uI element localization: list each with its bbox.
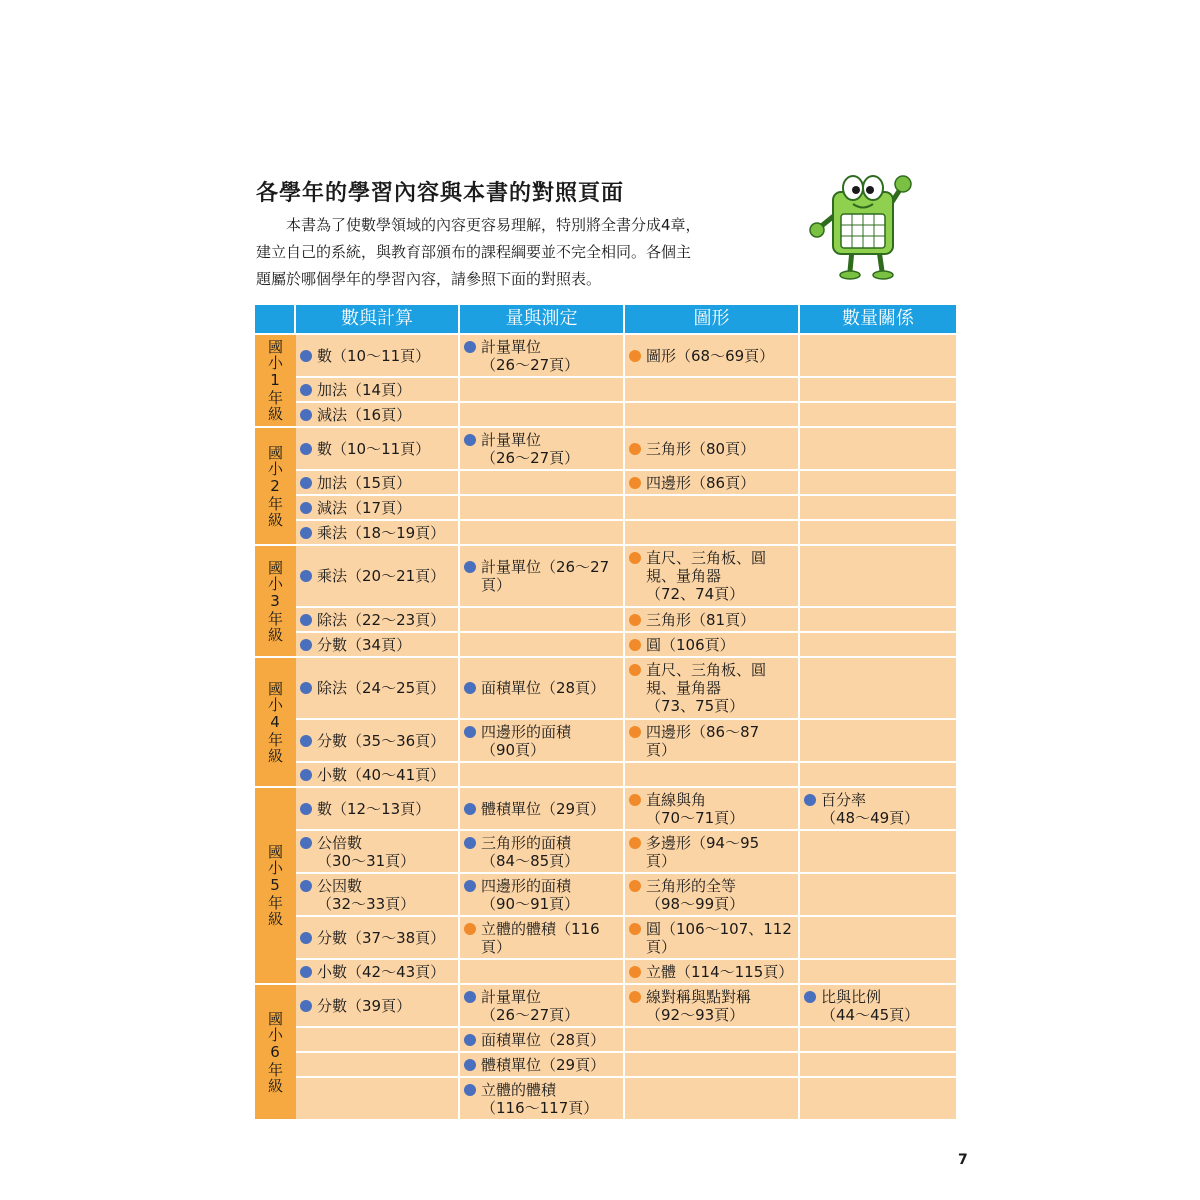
table-cell: 分數（39頁） [296,983,460,1026]
blue-bullet-icon [804,991,816,1003]
blue-bullet-icon [464,561,476,573]
table-cell: 三角形的全等 （98～99頁） [625,872,800,915]
table-cell: 四邊形的面積 （90～91頁） [460,872,625,915]
table-cell: 計量單位 （26～27頁） [460,983,625,1026]
table-cell [800,1026,956,1051]
orange-bullet-icon [629,443,641,455]
table-cell [800,872,956,915]
table-cell: 直線與角 （70～71頁） [625,786,800,829]
blue-bullet-icon [300,966,312,978]
table-cell: 公因數 （32～33頁） [296,872,460,915]
table-cell: 除法（22～23頁） [296,606,460,631]
column-header: 數與計算 [296,305,460,333]
table-cell: 計量單位（26～27 頁） [460,544,625,606]
intro-line: 本書為了使數學領域的內容更容易理解，特別將全書分成4章， [286,216,701,234]
table-cell [625,1026,800,1051]
table-cell [460,606,625,631]
blue-bullet-icon [464,1059,476,1071]
column-header: 圖形 [625,305,800,333]
table-cell [296,1026,460,1051]
correspondence-table [255,305,956,1134]
table-cell [800,401,956,426]
header-corner [255,305,296,333]
blue-bullet-icon [300,409,312,421]
grade-label: 國小3年級 [255,544,296,656]
orange-bullet-icon [464,923,476,935]
table-cell: 面積單位（28頁） [460,656,625,718]
table-cell [800,519,956,544]
table-cell [625,1051,800,1076]
table-cell [625,1076,800,1119]
table-cell [800,718,956,761]
table-cell [460,631,625,656]
table-cell [800,829,956,872]
table-cell: 除法（24～25頁） [296,656,460,718]
table-cell: 立體的體積 （116～117頁） [460,1076,625,1119]
table-cell [800,494,956,519]
table-cell: 分數（34頁） [296,631,460,656]
blue-bullet-icon [464,837,476,849]
orange-bullet-icon [629,477,641,489]
table-cell [296,1076,460,1119]
grade-label: 國小5年級 [255,786,296,983]
blue-bullet-icon [300,570,312,582]
table-cell: 直尺、三角板、圓 規、量角器 （73、75頁） [625,656,800,718]
table-cell: 百分率 （48～49頁） [800,786,956,829]
table-cell [296,1051,460,1076]
blue-bullet-icon [300,803,312,815]
blue-bullet-icon [300,384,312,396]
table-cell: 數（12～13頁） [296,786,460,829]
orange-bullet-icon [629,923,641,935]
blue-bullet-icon [300,932,312,944]
intro-line: 題屬於哪個學年的學習內容，請參照下面的對照表。 [256,270,602,288]
table-cell [460,376,625,401]
blue-bullet-icon [300,769,312,781]
table-cell: 立體的體積（116 頁） [460,915,625,958]
table-cell [800,333,956,376]
blue-bullet-icon [300,527,312,539]
table-cell [800,656,956,718]
table-cell [800,544,956,606]
calculator-mascot-icon [805,170,915,280]
table-cell: 小數（42～43頁） [296,958,460,983]
blue-bullet-icon [464,726,476,738]
blue-bullet-icon [464,1034,476,1046]
grade-label: 國小2年級 [255,426,296,544]
table-cell [800,1051,956,1076]
blue-bullet-icon [464,803,476,815]
blue-bullet-icon [300,639,312,651]
intro-paragraph [256,212,776,293]
table-cell: 圓（106頁） [625,631,800,656]
table-cell: 分數（35～36頁） [296,718,460,761]
blue-bullet-icon [464,991,476,1003]
blue-bullet-icon [804,794,816,806]
table-cell: 多邊形（94～95 頁） [625,829,800,872]
table-cell: 圓（106～107、112 頁） [625,915,800,958]
blue-bullet-icon [300,1000,312,1012]
orange-bullet-icon [629,639,641,651]
blue-bullet-icon [464,341,476,353]
page-number: 7 [958,1152,968,1168]
blue-bullet-icon [464,434,476,446]
table-cell: 計量單位 （26～27頁） [460,426,625,469]
table-cell: 體積單位（29頁） [460,1051,625,1076]
table-cell [800,376,956,401]
table-cell: 直尺、三角板、圓 規、量角器 （72、74頁） [625,544,800,606]
blue-bullet-icon [300,880,312,892]
table-cell: 圖形（68～69頁） [625,333,800,376]
table-cell: 立體（114～115頁） [625,958,800,983]
column-header: 數量關係 [800,305,956,333]
orange-bullet-icon [629,837,641,849]
blue-bullet-icon [464,880,476,892]
page-title: 各學年的學習內容與本書的對照頁面 [256,181,625,206]
table-cell [800,426,956,469]
table-cell [800,915,956,958]
blue-bullet-icon [300,502,312,514]
orange-bullet-icon [629,726,641,738]
table-cell: 公倍數 （30～31頁） [296,829,460,872]
table-cell [800,761,956,786]
grade-label: 國小6年級 [255,983,296,1119]
table-cell: 三角形（80頁） [625,426,800,469]
table-cell [460,958,625,983]
orange-bullet-icon [629,991,641,1003]
table-cell: 小數（40～41頁） [296,761,460,786]
table-cell [800,958,956,983]
orange-bullet-icon [629,966,641,978]
table-cell [460,519,625,544]
blue-bullet-icon [300,443,312,455]
table-cell [625,519,800,544]
table-cell: 四邊形（86～87 頁） [625,718,800,761]
table-cell [800,606,956,631]
table-cell: 乘法（20～21頁） [296,544,460,606]
blue-bullet-icon [300,735,312,747]
blue-bullet-icon [464,682,476,694]
blue-bullet-icon [300,682,312,694]
table-cell: 計量單位 （26～27頁） [460,333,625,376]
table-cell [460,494,625,519]
orange-bullet-icon [629,552,641,564]
orange-bullet-icon [629,350,641,362]
blue-bullet-icon [464,1084,476,1096]
table-cell [460,401,625,426]
table-cell [800,469,956,494]
table-cell: 加法（15頁） [296,469,460,494]
table-cell: 比與比例 （44～45頁） [800,983,956,1026]
table-cell [625,376,800,401]
table-cell: 四邊形的面積 （90頁） [460,718,625,761]
table-cell: 體積單位（29頁） [460,786,625,829]
table-cell: 減法（17頁） [296,494,460,519]
orange-bullet-icon [629,880,641,892]
table-cell: 三角形的面積 （84～85頁） [460,829,625,872]
column-header: 量與測定 [460,305,625,333]
table-cell [625,494,800,519]
grade-label: 國小1年級 [255,333,296,426]
table-cell [460,761,625,786]
table-cell: 線對稱與點對稱 （92～93頁） [625,983,800,1026]
table-cell: 數（10～11頁） [296,333,460,376]
table-cell: 乘法（18～19頁） [296,519,460,544]
table-cell: 數（10～11頁） [296,426,460,469]
table-cell: 分數（37～38頁） [296,915,460,958]
blue-bullet-icon [300,350,312,362]
blue-bullet-icon [300,477,312,489]
table-cell: 減法（16頁） [296,401,460,426]
table-cell [625,761,800,786]
table-cell: 面積單位（28頁） [460,1026,625,1051]
blue-bullet-icon [300,614,312,626]
grade-label: 國小4年級 [255,656,296,786]
blue-bullet-icon [300,837,312,849]
table-cell [625,401,800,426]
table-cell: 加法（14頁） [296,376,460,401]
table-cell: 三角形（81頁） [625,606,800,631]
table-cell: 四邊形（86頁） [625,469,800,494]
table-cell [800,631,956,656]
orange-bullet-icon [629,794,641,806]
table-cell [460,469,625,494]
orange-bullet-icon [629,614,641,626]
orange-bullet-icon [629,664,641,676]
table-cell [800,1076,956,1119]
intro-line: 建立自己的系統，與教育部頒布的課程綱要並不完全相同。各個主 [256,243,692,261]
